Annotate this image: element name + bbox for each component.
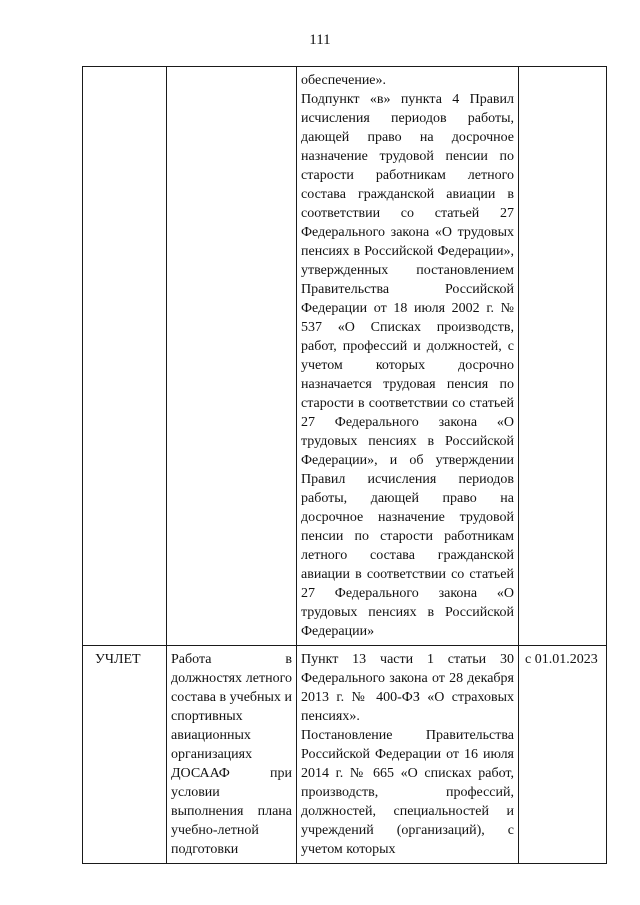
legal-basis-cell [297, 67, 519, 646]
legal-paragraph: Пункт 13 части 1 статьи 30 Федерального закона от 28 декабря 2013 г. № 400-ФЗ «О страховых пенсиях». [301, 652, 514, 724]
description-cell: Работа в должностях летного состава в учебных и спортивных авиационных организациях ДОСААФ при условии выполнения плана учебно-летной подготовки [167, 646, 297, 864]
code-cell [83, 67, 167, 646]
code-cell: УЧЛЕТ [83, 646, 167, 864]
legal-paragraph: Подпункт «в» пункта 4 Правил исчисления периодов работы, дающей право на досрочное назначение трудовой пенсии по старости работникам летного состава гражданской авиации в соответствии со статьей 27 Федерального закона «О трудовых пенсиях в Российской Федерации», утвержденных постановлением Правительства Российской Федерации от 18 июля 2002 г. № 537 «О Списках производств, работ, профессий и должностей, с учетом которых досрочно назначается трудовая пенсия по старости в соответствии со статьей 27 Федерального закона «О трудовых пенсиях в Российской Федерации», и об утверждении Правил исчисления периодов работы, дающей право на досрочное назначение трудовой пенсии по старости работникам летного состава гражданской авиации в соответствии со статьей 27 Федерального закона «О трудовых пенсиях в Российской Федерации» [301, 92, 514, 639]
date-cell: с 01.01.2023 [519, 646, 607, 864]
document-table [82, 66, 607, 864]
table-row [83, 646, 607, 864]
date-cell [519, 67, 607, 646]
legal-paragraph: Постановление Правительства Российской Федерации от 16 июля 2014 г. № 665 «О списках работ, производств, профессий, должностей, специальностей и учреждений (организаций), с учетом которых [301, 728, 514, 857]
legal-paragraph: обеспечение». [301, 73, 387, 88]
legal-basis-cell [297, 646, 519, 864]
table-row [83, 67, 607, 646]
description-cell [167, 67, 297, 646]
page-number: 111 [309, 32, 331, 48]
